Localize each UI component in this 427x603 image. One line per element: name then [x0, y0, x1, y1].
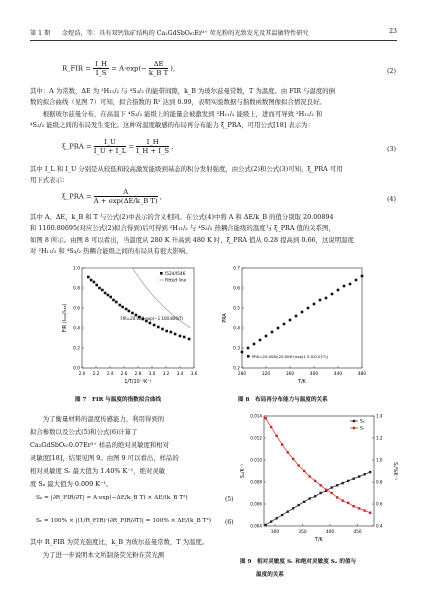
- x-tick-label: 320: [261, 372, 271, 377]
- data-point: [289, 319, 292, 322]
- data-point: [297, 464, 299, 466]
- data-point: [241, 351, 244, 354]
- data-point: [286, 511, 288, 513]
- legend-marker: [247, 355, 250, 358]
- fig9-caption-1: 图 9 相对灵敏度 Sᵣ 和绝对灵敏度 Sₐ 的值与: [240, 559, 357, 565]
- y-tick-label: 0.3: [233, 346, 240, 352]
- para5-line: 其中 R_FIR 为荧光强度比，k_B 为玻尔兹曼常数，T 为温度。: [30, 538, 209, 546]
- fig7-chart: [60, 262, 200, 392]
- x-tick-label: 440: [333, 372, 343, 377]
- eq3-number: (3): [386, 145, 396, 153]
- data-point: [109, 296, 112, 299]
- y-tick-label: 0.0: [73, 366, 80, 372]
- paragraph-4: [30, 413, 179, 491]
- data-point: [363, 473, 365, 475]
- data-point: [337, 289, 340, 292]
- data-point: [174, 333, 177, 336]
- page-number: 23: [389, 28, 397, 35]
- equation-6: Sᵣ = 100% × |(1/R_FIR)·(∂R_FIR/∂T)| = 100% × ΔE/(k_B T²): [36, 518, 212, 524]
- y-right-tick-label: 1.0: [376, 457, 383, 463]
- data-point: [98, 287, 101, 290]
- eq4-fd: A + exp(ΔE/k_B T): [93, 197, 158, 205]
- para4-line: 灵敏度[18]，结果见图 9。由图 9 可以看出，样品的: [30, 454, 179, 462]
- data-point: [128, 310, 131, 313]
- running-title: 金煜浩，等：具有双钙钛矿结构的 Ca₂GdSbO₆:Er³⁺ 荧光粉的光致发光及其温敏特性研究: [62, 30, 309, 37]
- x-tick-label: 450: [353, 530, 362, 535]
- x-tick-label: 2.4: [106, 372, 114, 377]
- para4-line: 度 Sₐ 最大值为 0.009 K⁻¹。: [30, 480, 113, 488]
- legend-marker: [353, 427, 355, 429]
- data-point: [330, 486, 332, 488]
- data-point: [347, 502, 349, 504]
- data-point: [352, 505, 354, 507]
- data-point: [319, 484, 321, 486]
- data-point: [343, 285, 346, 288]
- equation-4: [62, 188, 162, 205]
- y-tick-label: 0.8: [73, 286, 80, 292]
- data-point: [271, 331, 274, 334]
- y-left-tick-label: 0.006: [250, 501, 262, 507]
- x-tick-label: 280: [237, 372, 247, 377]
- data-point: [308, 475, 310, 477]
- data-point: [165, 330, 168, 333]
- fig9-chart: [238, 410, 403, 550]
- y-tick-label: 0.5: [233, 306, 240, 312]
- para3-line: 其中 A、ΔE、k_B 和 T 与公式(2)中表示的含义相同。在公式(4)中将 A 和 ΔE/k_B 的值分别取 20.00894: [30, 213, 334, 221]
- x-tick-label: 3.0: [148, 372, 156, 377]
- data-point: [95, 284, 98, 287]
- x-tick-label: 350: [298, 530, 307, 535]
- y-right-axis-label: Sᵣ/%K⁻¹: [392, 461, 397, 481]
- data-point: [275, 517, 277, 519]
- plot-frame: [264, 416, 374, 526]
- para4-line: 相对灵敏度 Sᵣ 最大值为 1.40% K⁻¹，绝对灵敏: [30, 467, 166, 475]
- x-tick-label: 400: [309, 372, 319, 377]
- eq2-frac2: [149, 60, 168, 77]
- data-point: [270, 426, 272, 428]
- data-point: [264, 524, 266, 526]
- eq5-number: (5): [225, 496, 234, 503]
- legend-label: Sₐ: [360, 419, 365, 425]
- eq4-number: (4): [386, 195, 396, 203]
- data-point: [275, 435, 277, 437]
- para1-line: 数的拟合曲线（见图 7）可知，拟合指数的 R² 达到 0.99，表明实验数据与指数函数图像拟合情况良好。: [30, 98, 326, 107]
- eq3-frac2: [136, 138, 169, 155]
- data-point: [319, 492, 321, 494]
- eq2-mid: = A·exp(−: [111, 64, 147, 73]
- data-point: [247, 347, 250, 350]
- header-rule: [30, 40, 397, 41]
- data-point: [253, 343, 256, 346]
- data-point: [292, 507, 294, 509]
- x-tick-label: 2.6: [120, 372, 128, 377]
- data-point: [264, 417, 266, 419]
- data-point: [161, 328, 164, 331]
- y-left-tick-label: 0.012: [250, 435, 262, 441]
- data-point: [157, 326, 160, 329]
- data-point: [369, 512, 371, 514]
- data-point: [355, 279, 358, 282]
- x-tick-label: 400: [325, 530, 335, 535]
- data-point: [90, 279, 93, 282]
- fit-annotation: PRA=20.008/(20.008+exp(1 5.0/0.01T)): [252, 354, 329, 359]
- y-left-axis-label: Sₐ/K⁻¹: [241, 463, 246, 479]
- data-point: [314, 480, 316, 482]
- fig8-chart: [220, 262, 370, 392]
- data-point: [331, 293, 334, 296]
- data-point: [283, 323, 286, 326]
- data-point: [149, 322, 152, 325]
- y-tick-label: 0.4: [73, 326, 80, 332]
- data-point: [325, 297, 328, 300]
- x-tick-label: 360: [285, 372, 295, 377]
- para2-line: 其中 I_L 和 I_U 分别是从较低和较高激发能级到基态的积分发射强度，由公式(2)和公式(3)可知，ξ_PRA 可用: [30, 165, 343, 173]
- data-point: [352, 478, 354, 480]
- data-point: [336, 496, 338, 498]
- y-tick-label: 0.7: [233, 266, 240, 272]
- data-point: [101, 289, 104, 292]
- data-point: [170, 331, 173, 334]
- y-axis-label: PRA: [223, 313, 228, 323]
- data-point: [277, 327, 280, 330]
- x-axis-label: 1/T/10⁻³K⁻¹: [124, 380, 152, 385]
- data-point: [358, 475, 360, 477]
- data-point: [121, 306, 124, 309]
- legend-label: Fitted line: [165, 278, 187, 284]
- eq2-end: ),: [170, 64, 176, 73]
- equation-2: [62, 60, 175, 77]
- eq3-frac1: [94, 138, 126, 155]
- y-tick-label: 0.4: [233, 326, 240, 332]
- y-right-tick-label: 0.6: [376, 501, 383, 507]
- x-tick-label: 3.2: [162, 372, 170, 377]
- eq4-fn: A: [94, 188, 158, 197]
- data-point: [87, 276, 90, 279]
- data-point: [115, 301, 118, 304]
- fig7-caption: 图 7 FIR 与温度的指数拟合曲线: [75, 397, 162, 403]
- para4-line: 拟合参数以及公式(5)和公式(6)计算了: [30, 428, 138, 436]
- y-tick-label: 0.2: [233, 366, 240, 372]
- data-point: [297, 504, 299, 506]
- eq2-f1n: I_H: [95, 60, 108, 68]
- data-point: [363, 509, 365, 511]
- y-axis-label: FIR (I₅₂₄/I₅₄₆): [63, 303, 68, 333]
- data-point: [104, 292, 107, 295]
- x-tick-label: 2.8: [134, 372, 142, 377]
- data-point: [125, 308, 128, 311]
- data-point: [325, 489, 327, 491]
- eq2-lhs: R_FIR =: [62, 64, 91, 73]
- eq3-f1n: I_U: [94, 138, 126, 147]
- eq2-number: (2): [386, 67, 396, 75]
- y-right-tick-label: 0.8: [376, 479, 383, 485]
- y-right-tick-label: 0.4: [376, 523, 383, 529]
- data-point: [131, 312, 134, 315]
- eq2-f2n: ΔE: [149, 60, 168, 69]
- para2-line: 用下式表示：: [30, 176, 69, 185]
- data-point: [349, 283, 352, 286]
- x-tick-label: 480: [357, 372, 367, 377]
- y-tick-label: 1.0: [73, 266, 80, 272]
- eq2-frac1: [93, 60, 109, 77]
- data-point: [358, 507, 360, 509]
- data-point: [265, 335, 268, 338]
- series-line: [266, 418, 371, 513]
- data-point: [270, 520, 272, 522]
- data-point: [341, 500, 343, 502]
- legend-marker: [353, 420, 355, 422]
- data-point: [303, 470, 305, 472]
- eq3-f1d: I_U + I_L: [93, 147, 127, 155]
- y-right-tick-label: 1.4: [376, 413, 383, 419]
- paragraph-1: [30, 86, 335, 131]
- y-right-tick-label: 1.2: [376, 435, 383, 441]
- data-point: [292, 458, 294, 460]
- x-tick-label: 3.6: [190, 372, 198, 377]
- eq4-lhs: ξ_PRA =: [62, 192, 92, 201]
- eq3-f2n: I_H: [136, 138, 169, 147]
- series-line: [266, 472, 371, 525]
- issue-label: 第 1 期: [30, 30, 51, 37]
- data-point: [307, 307, 310, 310]
- data-point: [259, 339, 262, 342]
- y-left-tick-label: 0.008: [250, 479, 262, 485]
- fig9-caption-2: 温度的关系: [256, 572, 284, 578]
- data-point: [319, 299, 322, 302]
- eq4-frac: [94, 188, 158, 205]
- eq3-lhs: ξ_PRA =: [62, 142, 92, 151]
- data-point: [153, 324, 156, 327]
- data-point: [107, 294, 110, 297]
- data-point: [112, 299, 115, 302]
- data-point: [286, 451, 288, 453]
- legend-label: Sᵣ: [360, 426, 364, 432]
- y-left-tick-label: 0.014: [250, 413, 262, 419]
- data-point: [313, 303, 316, 306]
- x-tick-label: 2.2: [92, 372, 100, 377]
- paragraph-2: [30, 164, 343, 187]
- plot-frame: [242, 268, 362, 368]
- data-point: [301, 311, 304, 314]
- para5-line: 为了进一步说明本文所制备荧光粉在荧光测: [30, 551, 165, 559]
- data-point: [361, 275, 364, 278]
- para4-line: Ca₂GdSbO₆:0.07Er³⁺ 样品的绝对灵敏度和相对: [30, 441, 170, 449]
- data-point: [303, 501, 305, 503]
- data-point: [336, 484, 338, 486]
- paragraph-3: [30, 212, 354, 257]
- data-point: [183, 336, 186, 339]
- data-point: [347, 480, 349, 482]
- legend-marker: [160, 272, 163, 275]
- data-point: [188, 338, 191, 341]
- fig8-caption: 图 8 布局再分布能力与温度的关系: [238, 397, 328, 403]
- para1-line: ⁴S₃/₂ 能级之间的布局发生变化。这种对温度敏感的布局再分布能力 ξ_PRA，可用公式[18] 表示为：: [30, 120, 314, 129]
- data-point: [179, 335, 182, 338]
- data-point: [295, 315, 298, 318]
- x-tick-label: 300: [270, 530, 280, 535]
- data-point: [93, 281, 96, 284]
- eq2-f1d: I_S: [95, 69, 107, 77]
- para1-line: 根据玻尔兹曼分布，在高温下 ⁴S₃/₂ 能级上的能量会被激发到 ²H₁₁/₂ 能级上，进而可导致 ²H₁₁/₂ 和: [30, 109, 323, 118]
- data-point: [314, 495, 316, 497]
- legend-label: I524/I546: [165, 272, 186, 277]
- para1-line: 其中：A 为常数，ΔE 为 ²H₁₁/₂ 与 ⁴S₃/₂ 的能带间隙，k_B 为玻尔兹曼常数，T 为温度。由 FIR 与温度的倒: [30, 87, 336, 95]
- x-tick-label: 3.4: [176, 372, 184, 377]
- data-point: [330, 492, 332, 494]
- data-point: [341, 482, 343, 484]
- para3-line: 和 1100.80695(对应公式(2)拟合得到)后可得到 ²H₁₁/₂ 与 ⁴S₃/₂ 热耦合能级的温度与 ξ_PRA 值的关系图，: [30, 224, 335, 233]
- y-tick-label: 0.6: [233, 286, 240, 292]
- para4-line: 为了衡量材料的温度传感能力，利用得到的: [30, 415, 165, 423]
- eq4-end: ,: [159, 192, 162, 201]
- y-tick-label: 0.6: [73, 306, 80, 312]
- eq2-f2d: k_B T: [148, 69, 169, 77]
- data-point: [308, 497, 310, 499]
- eq6-number: (6): [225, 519, 234, 526]
- x-tick-label: 2.0: [78, 372, 86, 377]
- x-axis-label: T/K: [298, 380, 306, 385]
- eq3-end: ,: [171, 142, 174, 151]
- y-left-tick-label: 0.004: [250, 523, 262, 529]
- data-point: [369, 471, 371, 473]
- data-point: [119, 304, 122, 307]
- equation-3: [62, 138, 173, 155]
- y-tick-label: 0.2: [73, 346, 80, 352]
- para3-line: 对 ²H₁₁/₂ 和 ⁴S₃/₂ 热耦合能级之间的布局具有很大影响。: [30, 246, 192, 255]
- equation-5: Sₐ = |∂R_FIR/∂T| ≈ A·exp(−ΔE/k_B T) × ΔE/(k_B T²): [36, 495, 188, 501]
- data-point: [281, 443, 283, 445]
- y-left-tick-label: 0.010: [250, 457, 262, 463]
- data-point: [281, 514, 283, 516]
- para3-line: 如图 8 所示。由图 8 可以看出，当温度从 280 K 升高到 480 K 时，ξ_PRA 值从 0.28 提高到 0.66，这说明温度: [30, 235, 354, 244]
- eq3-f2d: I_H + I_S: [136, 147, 170, 155]
- fit-annotation: FIR=20.008·exp(−1 100.806/T): [120, 316, 184, 321]
- eq3-mid: =: [128, 142, 135, 151]
- x-axis-label: T/K: [315, 538, 323, 543]
- paragraph-5: [30, 536, 208, 562]
